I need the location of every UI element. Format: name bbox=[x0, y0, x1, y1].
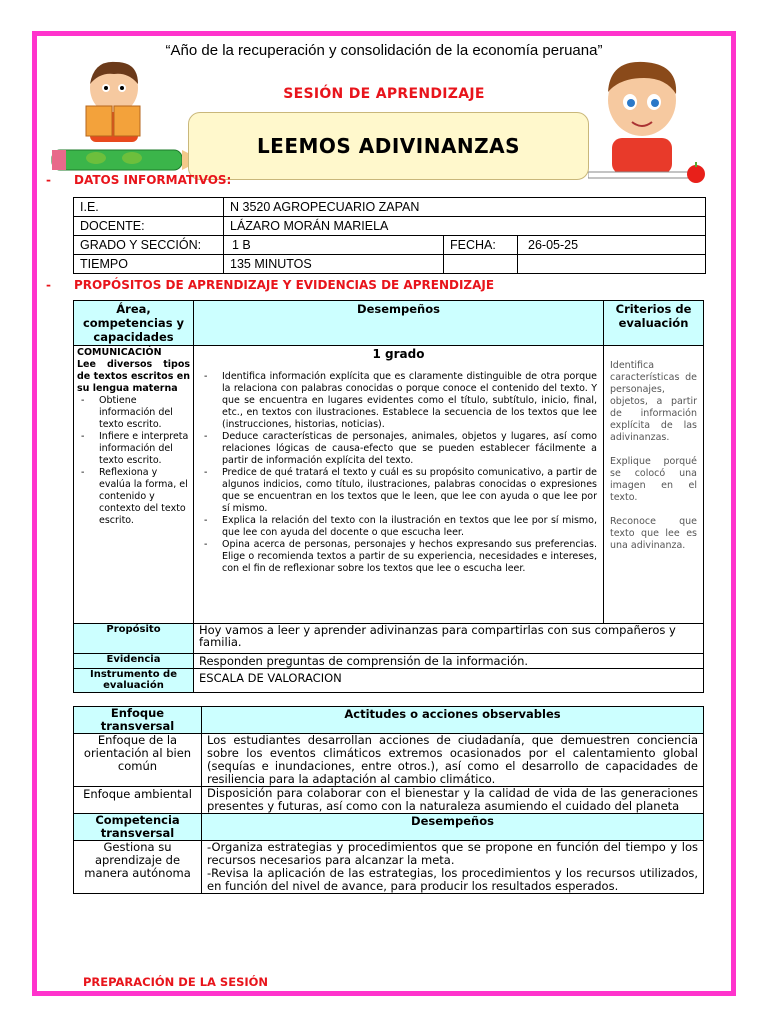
enfoque-bien-comun-label: Enfoque de la orientación al bien común bbox=[74, 734, 202, 787]
fecha-label: FECHA: bbox=[444, 236, 518, 255]
header-enfoque: Enfoque transversal bbox=[74, 707, 202, 734]
table-header-row bbox=[74, 814, 704, 841]
info-table bbox=[73, 197, 706, 274]
criterio-item: Reconoce que texto que lee es una adivinanza. bbox=[610, 516, 697, 551]
docente-value: LÁZARO MORÁN MARIELA bbox=[224, 217, 706, 236]
motto-text: “Año de la recuperación y consolidación de la economía peruana” bbox=[165, 42, 603, 59]
table-row bbox=[74, 841, 704, 894]
tiempo-value: 135 MINUTOS bbox=[224, 255, 444, 274]
preparacion-heading: PREPARACIÓN DE LA SESIÓN bbox=[83, 975, 269, 989]
instrumento-value: ESCALA DE VALORACION bbox=[194, 669, 704, 693]
area-competencia: Lee diversos tipos de textos escritos en su lengua materna bbox=[77, 359, 190, 394]
docente-label: DOCENTE: bbox=[74, 217, 224, 236]
desempeno-item: - Opina acerca de personas, personajes y hechos expresando sus preferencias. Elige o recomienda textos a partir de su experiencia, necesidades e intereses, con el fin de reflexionar sobre los textos que lee o escucha leer. bbox=[200, 539, 597, 575]
tiempo-label: TIEMPO bbox=[74, 255, 224, 274]
header-competencia: Competencia transversal bbox=[74, 814, 202, 841]
table-row bbox=[74, 217, 706, 236]
area-cell bbox=[74, 346, 194, 624]
evidencia-value: Responden preguntas de comprensión de la información. bbox=[194, 654, 704, 669]
capacidad-item: - Obtiene información del texto escrito. bbox=[77, 395, 190, 431]
competencia-value-1: -Organiza estrategias y procedimientos que se propone en función del tiempo y los recursos necesarios para alcanzar la meta. bbox=[207, 840, 698, 867]
capacidades-list bbox=[77, 395, 190, 527]
criterios-cell bbox=[604, 346, 704, 624]
capacidad-item: - Reflexiona y evalúa la forma, el contenido y contexto del texto escrito. bbox=[77, 467, 190, 527]
session-label: SESIÓN DE APRENDIZAJE bbox=[283, 86, 485, 102]
boy-writing-illustration bbox=[588, 52, 712, 188]
transversal-table bbox=[73, 706, 704, 894]
fecha-value: 26-05-25 bbox=[518, 236, 706, 255]
enfoque-ambiental-value: Disposición para colaborar con el bienestar y la calidad de vida de las generaciones presentes y futuras, así como con la naturaleza asumiendo el cuidado del planeta bbox=[202, 787, 704, 814]
section-propositos: - PROPÓSITOS DE APRENDIZAJE Y EVIDENCIAS DE APRENDIZAJE bbox=[46, 278, 495, 292]
evidencia-label: Evidencia bbox=[74, 654, 194, 669]
desempeno-item: - Predice de qué tratará el texto y cuál es su propósito comunicativo, a partir de algunos indicios, como título, ilustraciones, palabras conocidas o expresiones que se encuentran en los textos que le leen, que lee con ayuda o que lee por sí mismo. bbox=[200, 467, 597, 515]
empty-cell bbox=[444, 255, 518, 274]
session-title-box bbox=[188, 112, 589, 180]
table-row bbox=[74, 734, 704, 787]
table-row bbox=[74, 255, 706, 274]
proposito-value: Hoy vamos a leer y aprender adivinanzas para compartirlas con sus compañeros y familia. bbox=[194, 624, 704, 654]
enfoque-ambiental-label: Enfoque ambiental bbox=[74, 787, 202, 814]
capacidad-item: - Infiere e interpreta información del texto escrito. bbox=[77, 431, 190, 467]
table-row bbox=[74, 654, 704, 669]
section-datos-label: DATOS INFORMATIVOS: bbox=[74, 173, 232, 187]
header-desempenos-trans: Desempeños bbox=[202, 814, 704, 841]
desempeno-item: - Explica la relación del texto con la ilustración en textos que lee por sí mismo, que lee con ayuda del docente o que escucha leer. bbox=[200, 515, 597, 539]
empty-cell bbox=[518, 255, 706, 274]
ie-label: I.E. bbox=[74, 198, 224, 217]
table-row bbox=[74, 669, 704, 693]
competencia-value bbox=[202, 841, 704, 894]
area-title: COMUNICACIÓN bbox=[77, 347, 162, 358]
instrumento-label: Instrumento de evaluación bbox=[74, 669, 194, 693]
header-criterios: Criterios de evaluación bbox=[604, 301, 704, 346]
table-row bbox=[74, 787, 704, 814]
table-header-row bbox=[74, 707, 704, 734]
criterio-item: Identifica características de personajes, objetos, a partir de información explícita de las adivinanzas. bbox=[610, 360, 697, 443]
grado-value: 1 B bbox=[224, 236, 444, 255]
desempenos-list bbox=[200, 371, 597, 575]
section-propositos-label: PROPÓSITOS DE APRENDIZAJE Y EVIDENCIAS DE APRENDIZAJE bbox=[74, 278, 495, 292]
table-row bbox=[74, 236, 706, 255]
header-area: Área, competencias y capacidades bbox=[74, 301, 194, 346]
grado-heading: 1 grado bbox=[372, 347, 425, 361]
desempeno-item: - Identifica información explícita que es claramente distinguible de otra porque la relaciona con palabras conocidas o porque conoce el contenido del texto. Y que se encuentra en lugares evidentes como el título, subtítulo, inicio, final, etc., en textos con ilustraciones. Establece la secuencia de los textos que lee (instrucciones, historias, noticias). bbox=[200, 371, 597, 431]
ie-value: N 3520 AGROPECUARIO ZAPAN bbox=[224, 198, 706, 217]
proposito-label: Propósito bbox=[74, 624, 194, 654]
table-row bbox=[74, 624, 704, 654]
header-actitudes: Actitudes o acciones observables bbox=[202, 707, 704, 734]
criterio-item: Explique porqué se colocó una imagen en el texto. bbox=[610, 456, 697, 503]
competencia-value-2: -Revisa la aplicación de las estrategias, los procedimientos y los recursos utilizados, en función del nivel de avance, para producir los resultados esperados. bbox=[207, 866, 698, 893]
table-header-row bbox=[74, 301, 704, 346]
enfoque-bien-comun-value: Los estudiantes desarrollan acciones de ciudadanía, que demuestren conciencia sobre los eventos climáticos extremos ocasionados por el calentamiento global (sequías e inundaciones, entre otros.), así como el desarrollo de capacidades de resiliencia para la adaptación al cambio climático. bbox=[202, 734, 704, 787]
table-row bbox=[74, 198, 706, 217]
section-datos-informativos: - DATOS INFORMATIVOS: bbox=[46, 173, 232, 187]
boy-reading-illustration bbox=[44, 54, 204, 182]
table-row bbox=[74, 346, 704, 624]
criterios-list bbox=[610, 360, 697, 552]
session-title: LEEMOS ADIVINANZAS bbox=[256, 134, 521, 158]
desempeno-item: - Deduce características de personajes, animales, objetos y lugares, así como relaciones lógicas de causa-efecto que se pueden establecer fácilmente a partir de información explícita del texto. bbox=[200, 431, 597, 467]
desempenos-cell bbox=[194, 346, 604, 624]
grado-label: GRADO Y SECCIÓN: bbox=[74, 236, 224, 255]
header-desempenos: Desempeños bbox=[194, 301, 604, 346]
competencia-label: Gestiona su aprendizaje de manera autónoma bbox=[74, 841, 202, 894]
learning-table bbox=[73, 300, 704, 693]
